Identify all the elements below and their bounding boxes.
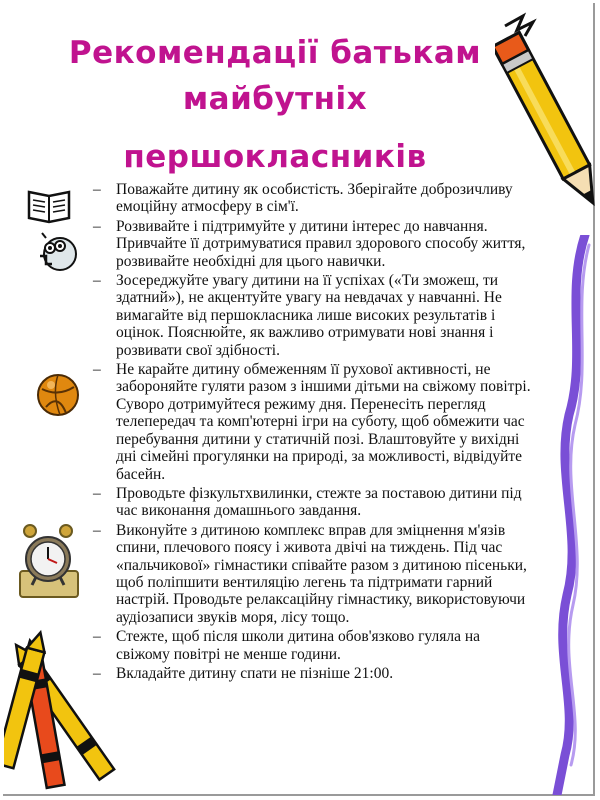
- purple-ribbon: [545, 235, 597, 795]
- list-item: – Розвивайте і підтримуйте у дитини інтерес до навчання. Привчайте її дотримуватися правил здорового способу життя, розвивайте необхідні для цього навички.: [90, 218, 536, 270]
- ball-icon: [36, 373, 80, 417]
- alarm-clock-icon: [16, 521, 82, 601]
- bee-icon: [32, 232, 80, 272]
- list-item: – Зосереджуйте увагу дитини на її успіхах («Ти зможеш, ти здатний»), не акцентуйте увагу на невдачах у навчанні. Не вимагайте від першокласника лише високих результатів і оцінок. Пояснюйте, як важливо отримувати нові знання і розвивати свої здібності.: [90, 272, 536, 359]
- title-line-1: Рекомендації батькам: [68, 35, 482, 71]
- list-item: – Не карайте дитину обмеженням її рухової активності, не забороняйте гуляти разом з іншими дітьми на свіжому повітрі. Суворо дотримуйтеся режиму дня. Перенесіть перегляд телепередач та комп'ютерні ігри на суботу, щоб обмежити час перебування дитини у статичній позі. Влаштовуйте у вихідні дні сімейні прогулянки на природі, за можливості, відвідуйте басейн.: [90, 361, 536, 483]
- list-item: – Поважайте дитину як особистість. Зберігайте доброзичливу емоційну атмосферу в сім'ї.: [90, 181, 536, 216]
- page-title: [40, 30, 510, 180]
- recommendations-list: [90, 181, 536, 684]
- title-line-2: майбутніх: [182, 81, 368, 117]
- list-item: – Вкладайте дитину спати не пізніше 21:00.: [90, 665, 536, 682]
- title-line-3: першокласників: [123, 139, 427, 175]
- list-item: – Стежте, щоб після школи дитина обов'язково гуляла на свіжому повітрі не менше години.: [90, 628, 536, 663]
- list-item: – Виконуйте з дитиною комплекс вправ для зміцнення м'язів спини, плечового поясу і живота двічі на тиждень. Під час «пальчикової» гімнастики співайте разом з дитиною пісеньки, щоб поліпшити вентиляцію легень та підтримати гарний настрій. Проводьте релаксаційну гімнастику, використовуючи аудіозаписи звуків моря, лісу тощо.: [90, 522, 536, 626]
- book-icon: [26, 186, 72, 224]
- list-item: – Проводьте фізкультхвилинки, стежте за поставою дитини під час виконання домашнього завдання.: [90, 485, 536, 520]
